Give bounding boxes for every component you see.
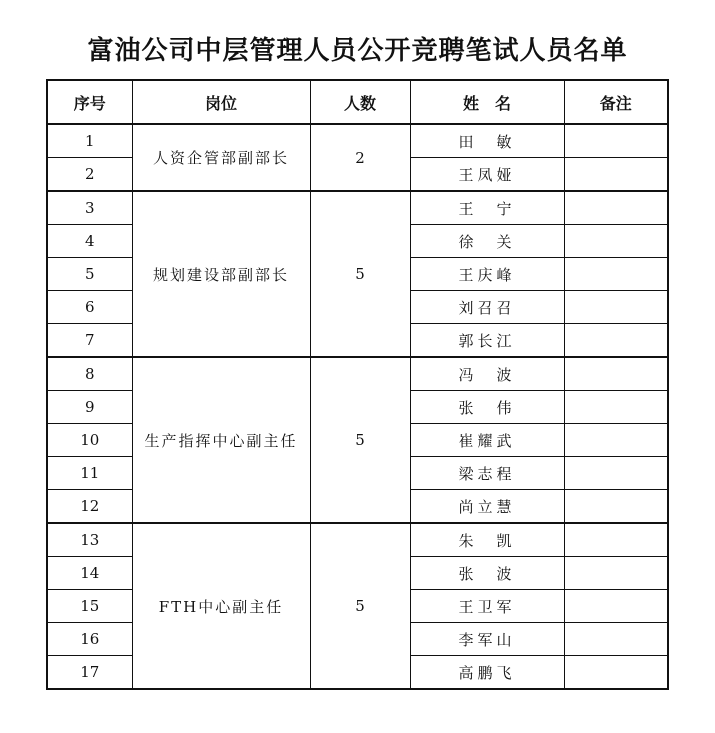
row-name: 刘召召 (410, 291, 564, 324)
row-remark (564, 357, 668, 391)
row-remark (564, 523, 668, 557)
row-remark (564, 424, 668, 457)
row-name: 徐 关 (410, 225, 564, 258)
row-remark (564, 457, 668, 490)
row-name: 冯 波 (410, 357, 564, 391)
row-remark (564, 391, 668, 424)
table-row (47, 124, 668, 158)
row-remark (564, 225, 668, 258)
row-name: 朱 凯 (410, 523, 564, 557)
header-remark: 备注 (564, 80, 668, 124)
row-seq: 9 (47, 391, 132, 424)
row-seq: 16 (47, 623, 132, 656)
row-seq: 12 (47, 490, 132, 524)
row-name: 王凤娅 (410, 158, 564, 192)
table-row (47, 191, 668, 225)
header-seq: 序号 (47, 80, 132, 124)
row-seq: 7 (47, 324, 132, 358)
row-name: 梁志程 (410, 457, 564, 490)
row-name: 尚立慧 (410, 490, 564, 524)
row-name: 高鹏飞 (410, 656, 564, 690)
row-seq: 5 (47, 258, 132, 291)
row-remark (564, 557, 668, 590)
group-count: 5 (310, 191, 410, 357)
group-count: 2 (310, 124, 410, 191)
document-title: 富油公司中层管理人员公开竞聘笔试人员名单 (87, 36, 628, 66)
row-seq: 1 (47, 124, 132, 158)
row-remark (564, 656, 668, 690)
row-remark (564, 124, 668, 158)
group-position: 生产指挥中心副主任 (132, 357, 310, 523)
row-name: 王卫军 (410, 590, 564, 623)
group-position: 规划建设部副部长 (132, 191, 310, 357)
header-count: 人数 (310, 80, 410, 124)
row-remark (564, 291, 668, 324)
row-seq: 11 (47, 457, 132, 490)
row-name: 崔耀武 (410, 424, 564, 457)
row-remark (564, 158, 668, 192)
row-remark (564, 191, 668, 225)
row-name: 张 伟 (410, 391, 564, 424)
row-remark (564, 324, 668, 358)
table-header-row (47, 80, 668, 124)
group-count: 5 (310, 357, 410, 523)
row-name: 郭长江 (410, 324, 564, 358)
row-seq: 6 (47, 291, 132, 324)
row-seq: 3 (47, 191, 132, 225)
group-count: 5 (310, 523, 410, 689)
table-body (47, 124, 668, 689)
table-row (47, 523, 668, 557)
row-seq: 8 (47, 357, 132, 391)
row-remark (564, 623, 668, 656)
table-row (47, 357, 668, 391)
row-seq: 14 (47, 557, 132, 590)
row-name: 王庆峰 (410, 258, 564, 291)
row-name: 张 波 (410, 557, 564, 590)
row-remark (564, 258, 668, 291)
row-seq: 15 (47, 590, 132, 623)
row-remark (564, 590, 668, 623)
row-name: 王 宁 (410, 191, 564, 225)
header-name: 姓 名 (410, 80, 564, 124)
group-position: FTH中心副主任 (132, 523, 310, 689)
candidate-table (46, 79, 669, 690)
row-seq: 4 (47, 225, 132, 258)
group-position: 人资企管部副部长 (132, 124, 310, 191)
row-name: 李军山 (410, 623, 564, 656)
row-name: 田 敏 (410, 124, 564, 158)
header-position: 岗位 (132, 80, 310, 124)
row-seq: 13 (47, 523, 132, 557)
row-seq: 2 (47, 158, 132, 192)
row-seq: 17 (47, 656, 132, 690)
row-remark (564, 490, 668, 524)
row-seq: 10 (47, 424, 132, 457)
